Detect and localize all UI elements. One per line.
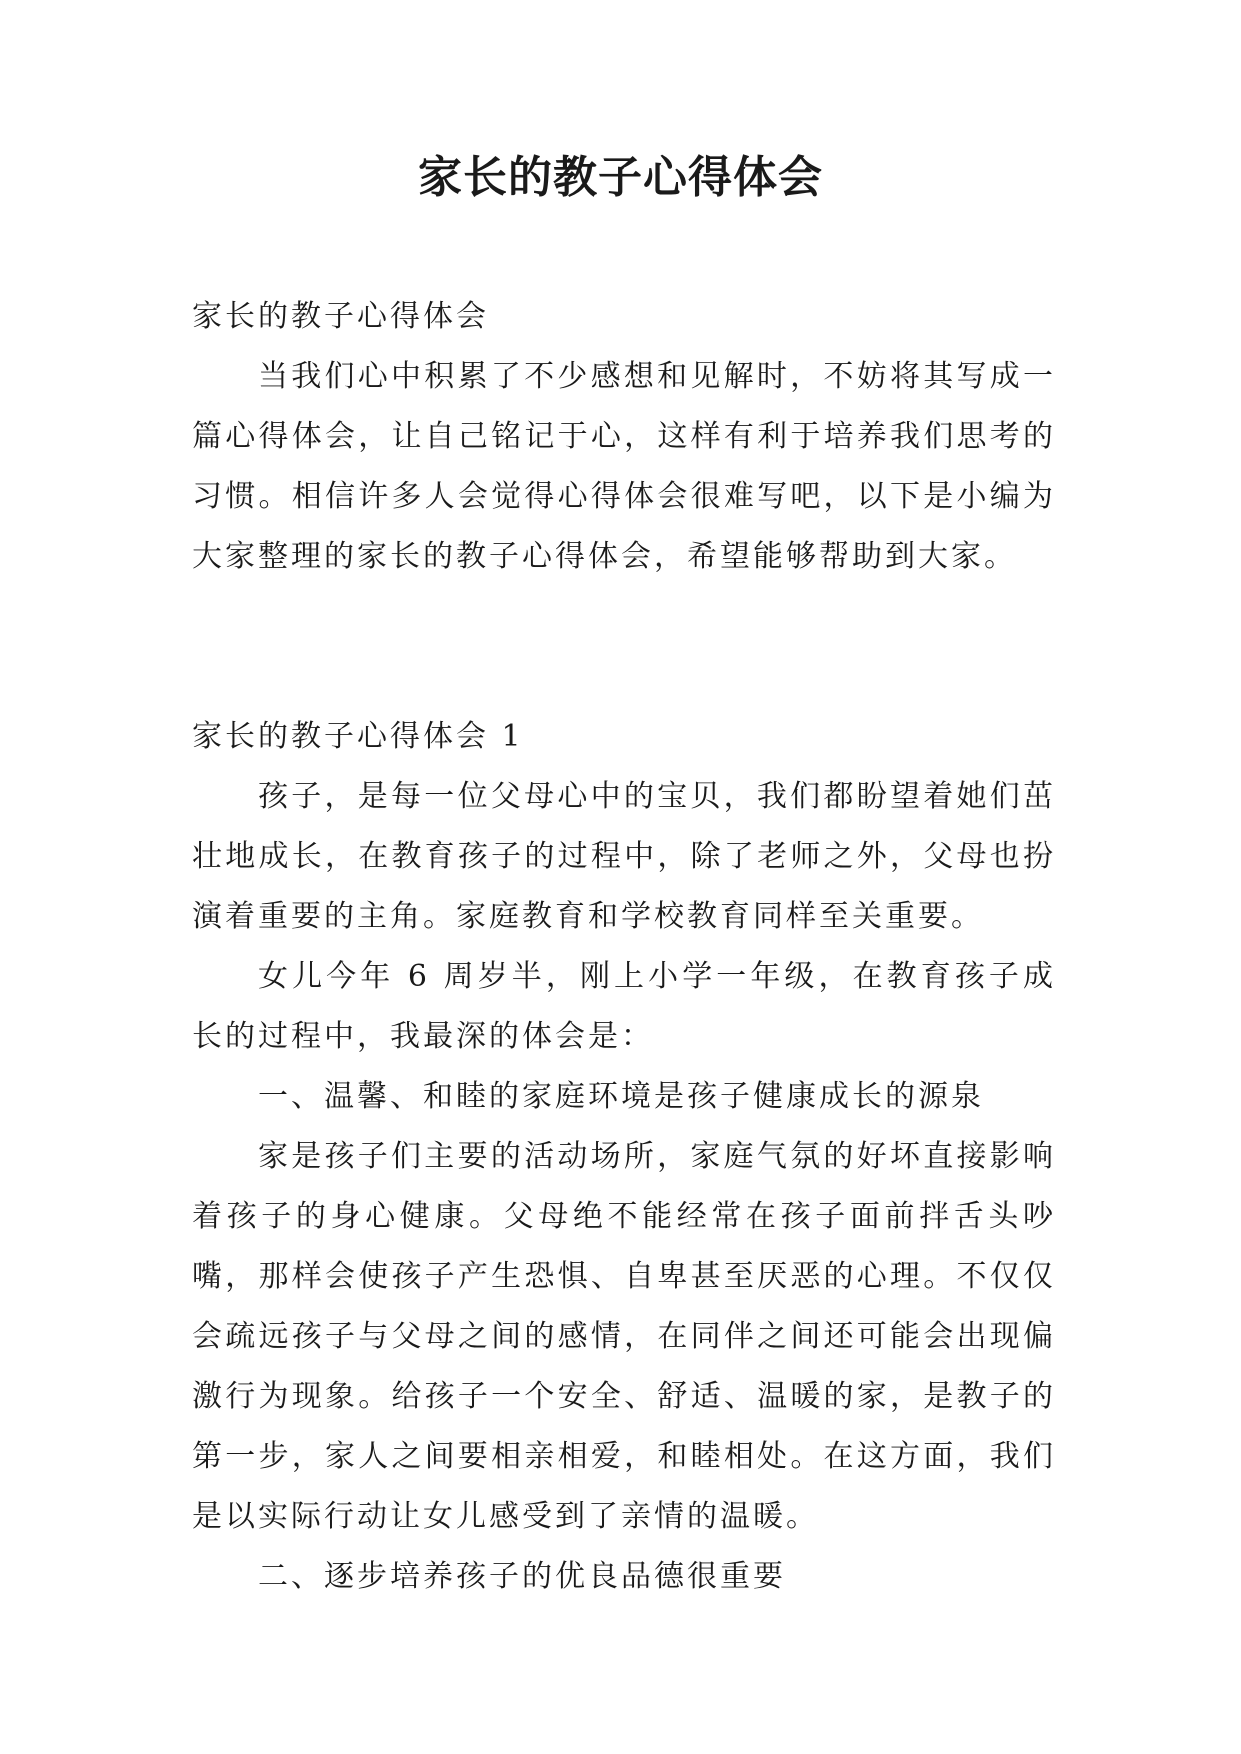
document-subtitle: 家长的教子心得体会 bbox=[192, 299, 489, 334]
paragraph: 家是孩子们主要的活动场所，家庭气氛的好坏直接影响着孩子的身心健康。父母绝不能经常在孩子面前拌舌头吵嘴，那样会使孩子产生恐惧、自卑甚至厌恶的心理。不仅仅会疏远孩子与父母之间的感情，在同伴之间还可能会出现偏激行为现象。给孩子一个安全、舒适、温暖的家，是教子的第一步，家人之间要相亲相爱，和睦相处。在这方面，我们是以实际行动让女儿感受到了亲情的温暖。 bbox=[192, 1139, 1056, 1534]
point-heading: 二、逐步培养孩子的优良品德很重要 bbox=[258, 1559, 786, 1594]
document-body bbox=[192, 287, 1056, 1607]
paragraph: 女儿今年 6 周岁半，刚上小学一年级，在教育孩子成长的过程中，我最深的体会是： bbox=[192, 959, 1056, 1054]
paragraph: 孩子，是每一位父母心中的宝贝，我们都盼望着她们茁壮地成长，在教育孩子的过程中，除了老师之外，父母也扮演着重要的主角。家庭教育和学校教育同样至关重要。 bbox=[192, 779, 1056, 934]
document-title: 家长的教子心得体会 bbox=[418, 152, 823, 203]
intro-paragraph: 当我们心中积累了不少感想和见解时，不妨将其写成一篇心得体会，让自己铭记于心，这样有利于培养我们思考的习惯。相信许多人会觉得心得体会很难写吧，以下是小编为大家整理的家长的教子心得体会，希望能够帮助到大家。 bbox=[192, 359, 1056, 574]
point-heading: 一、温馨、和睦的家庭环境是孩子健康成长的源泉 bbox=[258, 1079, 984, 1114]
section-heading: 家长的教子心得体会 1 bbox=[192, 719, 524, 754]
section-gap bbox=[192, 587, 1056, 707]
